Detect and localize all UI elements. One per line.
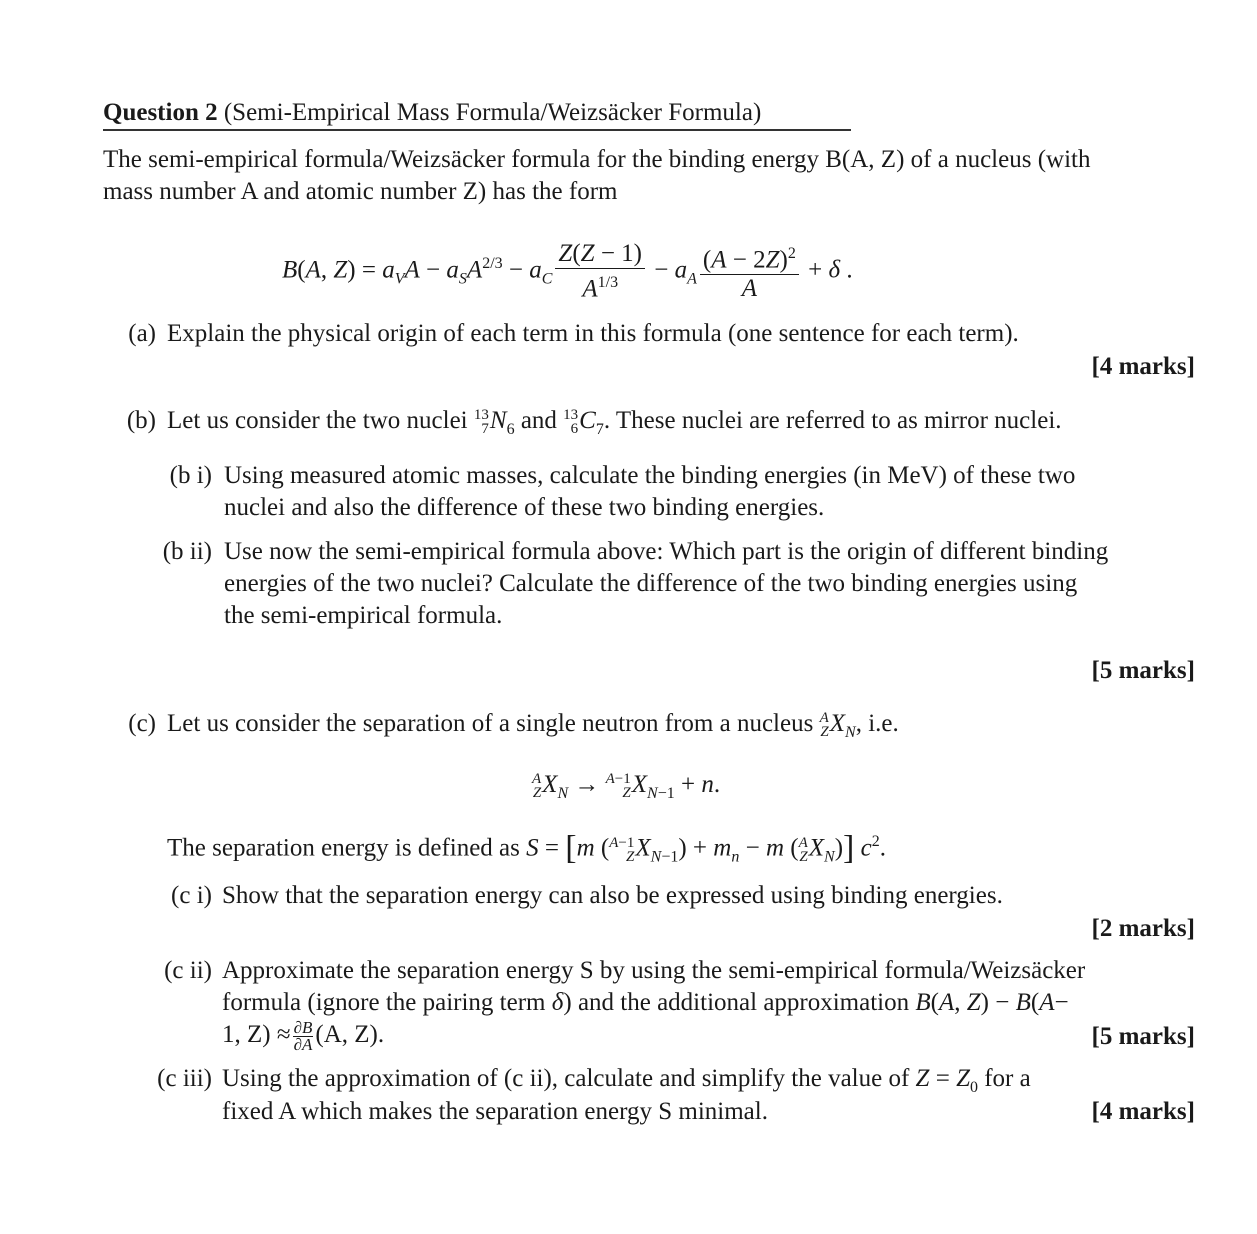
part-b-label: (b) (126, 407, 156, 434)
question-number: Question 2 (103, 99, 218, 126)
separation-definition: The separation energy is defined as S = [m ( A−1 Z $X_{N-1}) + m_n - m$ ( A Z $X_N$)] $c^2$. (167, 829, 886, 867)
coulomb-fraction: $\frac{Z(Z - 1)}{A^{1/3}}$ (555, 240, 645, 303)
part-c-label: (c) (128, 710, 156, 737)
part-ci-text: Show that the separation energy can also be expressed using binding energies. (222, 882, 1003, 909)
part-a-label: (a) (128, 320, 156, 347)
part-bii-line-3: the semi-empirical formula. (224, 602, 503, 629)
part-cii-line-1: Approximate the separation energy S by using the semi-empirical formula/Weizsäcker (222, 957, 1086, 984)
part-cii-line-2: formula (ignore the pairing term δ) and the additional approximation B(A, Z) − B(A− (222, 989, 1069, 1016)
part-bii-line-1: Use now the semi-empirical formula above: Which part is the origin of different binding (224, 538, 1109, 565)
part-b-marks: [5 marks] (1091, 657, 1195, 684)
part-ci-label: (c i) (171, 882, 212, 909)
part-c-text: Let us consider the separation of a single neutron from a nucleus A Z $X_N$, i.e. (167, 710, 899, 741)
part-ciii-line-1: Using the approximation of (c ii), calculate and simplify the value of $Z = Z_0$ for a (222, 1065, 1031, 1096)
part-ciii-label: (c iii) (157, 1065, 212, 1092)
question-heading (103, 97, 761, 129)
partial-derivative: $\frac{\partial B}{\partial A}$ (293, 1017, 313, 1054)
part-bi-label: (b i) (169, 462, 212, 489)
intro-line-1: The semi-empirical formula/Weizsäcker formula for the binding energy B(A, Z) of a nucleus (with (103, 146, 1091, 173)
part-ci-marks: [2 marks] (1091, 915, 1195, 942)
part-bi-line-1: Using measured atomic masses, calculate the binding energies (in MeV) of these two (224, 462, 1076, 489)
question-topic: (Semi-Empirical Mass Formula/Weizsäcker Formula) (223, 99, 762, 126)
main-formula: B(A, $Z) = a_VA - a_SA^{2/3} - a_C$ $\frac{Z(Z - 1)}{A^{1/3}}$ − $a_A$ $\frac{(A - 2Z)^2}{A}$ + δ . (282, 239, 853, 303)
part-ciii-marks: [4 marks] (1091, 1098, 1195, 1125)
part-cii-line-3: 1, Z) ≈ $\frac{\partial B}{\partial A}$ (A, Z). (222, 1017, 385, 1054)
reaction-equation: A Z $X_N$ → A−1 Z $X_{N-1} + n$. (532, 771, 721, 802)
nucleus-c13: 13 6 (563, 407, 579, 438)
part-a-text: Explain the physical origin of each term in this formula (one sentence for each term). (167, 320, 1019, 347)
heading-underline (103, 129, 851, 131)
part-cii-label: (c ii) (164, 957, 212, 984)
asymmetry-fraction: $\frac{(A - 2Z)^2}{A}$ (700, 240, 799, 303)
nucleus-n13: 13 7 (473, 407, 489, 438)
part-bii-line-2: energies of the two nuclei? Calculate the difference of the two binding energies using (224, 570, 1078, 597)
part-bi-line-2: nuclei and also the difference of these two binding energies. (224, 494, 825, 521)
part-b-text: Let us consider the two nuclei 13 7 $N_6$ and 13 6 $C_7$. These nuclei are referred to as mirror nuclei. (167, 407, 1062, 438)
part-a-marks: [4 marks] (1091, 353, 1195, 380)
intro-line-2: mass number A and atomic number Z) has the form (103, 178, 618, 205)
part-bii-label: (b ii) (162, 538, 212, 565)
part-cii-marks: [5 marks] (1091, 1023, 1195, 1050)
part-ciii-line-2: fixed A which makes the separation energy S minimal. (222, 1098, 768, 1125)
